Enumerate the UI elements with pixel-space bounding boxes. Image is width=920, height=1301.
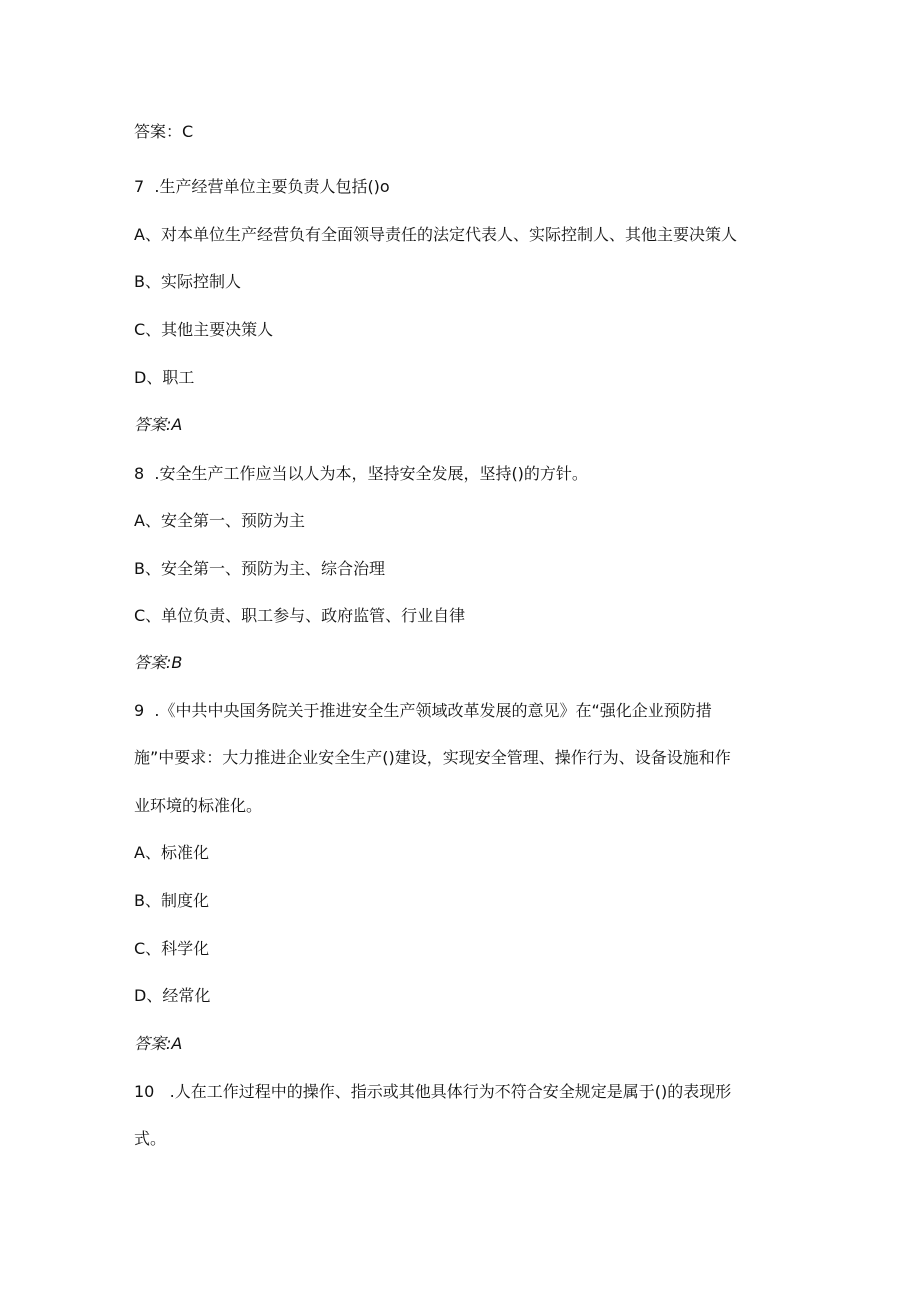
q9-option-b: B、制度化 xyxy=(134,891,209,910)
answer-8: 答案:B xyxy=(134,653,183,672)
answer-7: 答案:A xyxy=(134,415,183,434)
question-9-line2: 施”中要求：大力推进企业安全生产()建设，实现安全管理、操作行为、设备设施和作 xyxy=(134,748,731,767)
q9-option-d: D、经常化 xyxy=(134,986,211,1005)
question-10-line2: 式。 xyxy=(134,1129,167,1148)
question-10-line1: 10 .人在工作过程中的操作、指示或其他具体行为不符合安全规定是属于()的表现形 xyxy=(134,1082,732,1101)
q7-option-c: C、其他主要决策人 xyxy=(134,320,274,339)
question-8: 8 .安全生产工作应当以人为本，坚持安全发展，坚持()的方针。 xyxy=(134,464,588,483)
q9-option-c: C、科学化 xyxy=(134,939,210,958)
q8-option-a: A、安全第一、预防为主 xyxy=(134,511,305,530)
q7-option-d: D、职工 xyxy=(134,368,195,387)
answer-9: 答案:A xyxy=(134,1034,183,1053)
q8-option-c: C、单位负责、职工参与、政府监管、行业自律 xyxy=(134,606,466,625)
question-9-line1: 9 .《中共中央国务院关于推进安全生产领域改革发展的意见》在“强化企业预防措 xyxy=(134,701,712,720)
answer-6: 答案：C xyxy=(134,122,194,141)
q9-option-a: A、标准化 xyxy=(134,843,209,862)
q8-option-b: B、安全第一、预防为主、综合治理 xyxy=(134,559,385,578)
question-7: 7 .生产经营单位主要负责人包括()o xyxy=(134,177,390,196)
question-9-line3: 业环境的标准化。 xyxy=(134,796,263,815)
q7-option-a: A、对本单位生产经营负有全面领导责任的法定代表人、实际控制人、其他主要决策人 xyxy=(134,225,737,244)
q7-option-b: B、实际控制人 xyxy=(134,272,241,291)
